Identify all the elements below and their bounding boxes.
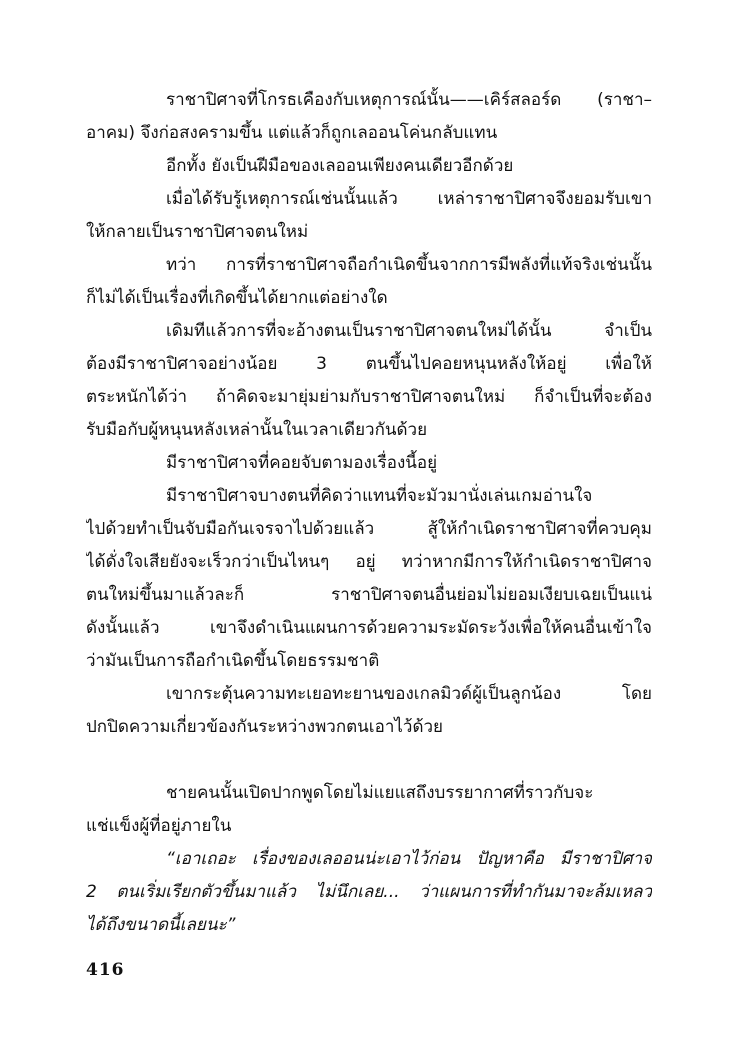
- text-line: ก็ไม่ได้เป็นเรื่องที่เกิดขึ้นได้ยากแต่อย่างใด: [86, 288, 388, 308]
- body-text: [86, 84, 652, 942]
- text-line: ได้ดั่งใจเสียยังจะเร็วกว่าเป็นไหนๆ อยู่ ทว่าหากมีการให้กำเนิดราชาปิศาจ: [86, 552, 652, 572]
- text-line: ให้กลายเป็นราชาปิศาจตนใหม่: [86, 222, 309, 242]
- text-line: อาคม) จึงก่อสงครามขึ้น แต่แล้วก็ถูกเลออนโค่นกลับแทน: [86, 123, 498, 143]
- text-line: ต้องมีราชาปิศาจอย่างน้อย 3 ตนขึ้นไปคอยหนุนหลังให้อยู่ เพื่อให้: [86, 354, 652, 374]
- text-line: ไปด้วยทำเป็นจับมือกันเจรจาไปด้วยแล้ว สู้ให้กำเนิดราชาปิศาจที่ควบคุม: [86, 519, 652, 539]
- text-line: ปกปิดความเกี่ยวข้องกันระหว่างพวกตนเอาไว้ด้วย: [86, 717, 444, 737]
- paragraph-gap: [86, 744, 652, 777]
- page-number: 416: [86, 960, 125, 980]
- text-line: ชายคนนั้นเปิดปากพูดโดยไม่แยแสถึงบรรยากาศที่ราวกับจะ: [166, 783, 594, 803]
- text-line: เมื่อได้รับรู้เหตุการณ์เช่นนั้นแล้ว เหล่าราชาปิศาจจึงยอมรับเขา: [166, 189, 652, 209]
- text-line: ดังนั้นแล้ว เขาจึงดำเนินแผนการด้วยความระมัดระวังเพื่อให้คนอื่นเข้าใจ: [86, 618, 652, 638]
- text-line: อีกทั้ง ยังเป็นฝีมือของเลออนเพียงคนเดียวอีกด้วย: [166, 156, 514, 176]
- text-line: ทว่า การที่ราชาปิศาจถือกำเนิดขึ้นจากการมีพลังที่แท้จริงเช่นนั้น: [166, 255, 652, 275]
- text-line: รับมือกับผู้หนุนหลังเหล่านั้นในเวลาเดียวกันด้วย: [86, 420, 428, 440]
- text-line: มีราชาปิศาจที่คอยจับตามองเรื่องนี้อยู่: [166, 453, 438, 473]
- text-line: มีราชาปิศาจบางตนที่คิดว่าแทนที่จะมัวมานั่งเล่นเกมอ่านใจ: [166, 486, 593, 506]
- text-line: “เอาเถอะ เรื่องของเลออนน่ะเอาไว้ก่อน ปัญหาคือ มีราชาปิศาจ: [166, 849, 652, 869]
- text-line: เขากระตุ้นความทะเยอทะยานของเกลมิวด์ผู้เป็นลูกน้อง โดย: [166, 684, 652, 704]
- text-line: ราชาปิศาจที่โกรธเคืองกับเหตุการณ์นั้น——เคิร์สลอร์ด (ราชา–: [166, 90, 652, 110]
- text-line: เดิมทีแล้วการที่จะอ้างตนเป็นราชาปิศาจตนใหม่ได้นั้น จำเป็น: [166, 321, 652, 341]
- text-line: 2 ตนเริ่มเรียกตัวขึ้นมาแล้ว ไม่นึกเลย... ว่าแผนการที่ทำกันมาจะล้มเหลว: [86, 882, 652, 902]
- text-line: ตระหนักได้ว่า ถ้าคิดจะมายุ่มย่ามกับราชาปิศาจตนใหม่ ก็จำเป็นที่จะต้อง: [86, 387, 652, 407]
- text-line: ได้ถึงขนาดนี้เลยนะ”: [86, 915, 236, 935]
- text-line: ว่ามันเป็นการถือกำเนิดขึ้นโดยธรรมชาติ: [86, 651, 380, 671]
- text-line: แช่แข็งผู้ที่อยู่ภายใน: [86, 816, 232, 836]
- text-line: ตนใหม่ขึ้นมาแล้วละก็ ราชาปิศาจตนอื่นย่อมไม่ยอมเงียบเฉยเป็นแน่: [86, 585, 652, 605]
